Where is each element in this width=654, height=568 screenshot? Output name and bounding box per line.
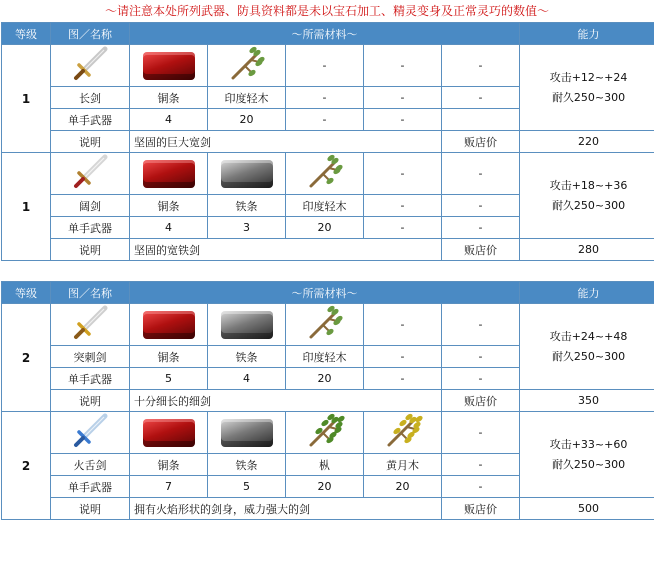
attack-stat: 攻击+18~+36 — [549, 178, 628, 192]
copper-bar-icon — [143, 59, 195, 72]
weapon-type: 单手武器 — [51, 368, 130, 390]
material-icon-cell: - — [364, 153, 442, 195]
durability-stat: 耐久250~300 — [551, 457, 626, 471]
desc-label: 说明 — [51, 131, 130, 153]
material-icon-cell: - — [442, 45, 520, 87]
weapon-name: 长剑 — [51, 87, 130, 109]
iron-bar-icon — [221, 167, 273, 180]
weapon-type: 单手武器 — [51, 217, 130, 239]
flame-sword-icon — [71, 412, 109, 453]
durability-stat: 耐久250~300 — [551, 198, 626, 212]
price-label: 贩店价 — [442, 239, 520, 261]
material-name: 铁条 — [208, 454, 286, 476]
material-icon-cell — [286, 304, 364, 346]
material-name: - — [364, 346, 442, 368]
material-icon-cell — [208, 45, 286, 87]
durability-stat: 耐久250~300 — [551, 90, 626, 104]
material-count: 5 — [208, 476, 286, 498]
material-count: 5 — [130, 368, 208, 390]
fir-wood-icon — [305, 426, 345, 439]
material-count: 20 — [364, 476, 442, 498]
price-label: 贩店价 — [442, 498, 520, 520]
material-count: 4 — [130, 217, 208, 239]
weapon-level: 1 — [2, 153, 51, 261]
weapon-type: 单手武器 — [51, 476, 130, 498]
copper-bar-icon — [143, 167, 195, 180]
weapon-type: 单手武器 — [51, 109, 130, 131]
material-count: 20 — [286, 217, 364, 239]
price-label: 贩店价 — [442, 390, 520, 412]
copper-bar-icon — [143, 318, 195, 331]
material-count: 7 — [130, 476, 208, 498]
weapon-name: 阔剑 — [51, 195, 130, 217]
material-count: 4 — [130, 109, 208, 131]
weapon-description: 十分细长的细剑 — [130, 390, 442, 412]
indian-lightwood-icon — [227, 59, 267, 72]
shop-price: 220 — [520, 131, 654, 153]
material-name: - — [364, 87, 442, 109]
desc-label: 说明 — [51, 239, 130, 261]
weapon-icon-cell — [51, 45, 130, 87]
material-icon-cell — [130, 153, 208, 195]
material-name: 印度轻木 — [208, 87, 286, 109]
ability-cell — [520, 304, 654, 390]
weapon-description: 坚固的宽铁剑 — [130, 239, 442, 261]
weapon-description: 坚固的巨大宽剑 — [130, 131, 442, 153]
ability-cell — [520, 45, 654, 131]
header-figure-name: 图／名称 — [51, 23, 130, 45]
indian-lightwood-icon — [305, 318, 345, 331]
desc-label: 说明 — [51, 390, 130, 412]
weapon-table — [1, 22, 654, 261]
weapon-level: 2 — [2, 304, 51, 412]
material-count: - — [442, 476, 520, 498]
material-icon-cell — [364, 412, 442, 454]
material-name: - — [286, 87, 364, 109]
material-name: 印度轻木 — [286, 346, 364, 368]
notice-text: ～请注意本处所列武器、防具资料都是未以宝石加工、精灵变身及正常灵巧的数值～ — [104, 4, 549, 18]
material-name: - — [442, 195, 520, 217]
material-name: 印度轻木 — [286, 195, 364, 217]
weapon-icon-cell — [51, 304, 130, 346]
material-name: - — [442, 87, 520, 109]
attack-stat: 攻击+12~+24 — [549, 70, 628, 84]
material-icon-cell — [130, 45, 208, 87]
weapon-icon-cell — [51, 153, 130, 195]
material-icon-cell — [130, 304, 208, 346]
material-count: 3 — [208, 217, 286, 239]
iron-bar-icon — [221, 318, 273, 331]
material-icon-cell: - — [364, 45, 442, 87]
shop-price: 280 — [520, 239, 654, 261]
material-name: - — [442, 346, 520, 368]
material-name: 铜条 — [130, 195, 208, 217]
material-count: - — [442, 217, 520, 239]
material-icon-cell: - — [442, 304, 520, 346]
material-icon-cell — [130, 412, 208, 454]
desc-label: 说明 — [51, 498, 130, 520]
ability-cell — [520, 412, 654, 498]
weapon-tables — [0, 22, 654, 520]
yellow-moonwood-icon — [383, 426, 423, 439]
attack-stat: 攻击+24~+48 — [549, 329, 628, 343]
material-icon-cell: - — [286, 45, 364, 87]
weapon-description: 拥有火焰形状的剑身，威力强大的剑 — [130, 498, 442, 520]
material-count: 4 — [208, 368, 286, 390]
material-name: 黄月木 — [364, 454, 442, 476]
material-count: - — [364, 368, 442, 390]
material-icon-cell — [208, 304, 286, 346]
material-count: - — [364, 109, 442, 131]
material-count: - — [364, 217, 442, 239]
long-sword-icon — [71, 45, 109, 86]
material-count: 20 — [286, 368, 364, 390]
header-ability: 能力 — [520, 23, 654, 45]
material-icon-cell: - — [442, 412, 520, 454]
header-materials: ～所需材料～ — [130, 23, 520, 45]
header-level: 等级 — [2, 23, 51, 45]
material-count: - — [286, 109, 364, 131]
material-name: 铁条 — [208, 346, 286, 368]
material-count — [442, 109, 520, 131]
weapon-level: 1 — [2, 45, 51, 153]
weapon-name: 火舌剑 — [51, 454, 130, 476]
material-count: 20 — [286, 476, 364, 498]
material-icon-cell — [208, 412, 286, 454]
material-count: - — [442, 368, 520, 390]
header-figure-name: 图／名称 — [51, 282, 130, 304]
durability-stat: 耐久250~300 — [551, 349, 626, 363]
price-label: 贩店价 — [442, 131, 520, 153]
weapon-icon-cell — [51, 412, 130, 454]
material-count: 20 — [208, 109, 286, 131]
material-icon-cell — [286, 153, 364, 195]
material-icon-cell: - — [442, 153, 520, 195]
iron-bar-icon — [221, 426, 273, 439]
copper-bar-icon — [143, 426, 195, 439]
broadsword-icon — [71, 153, 109, 194]
ability-cell — [520, 153, 654, 239]
material-name: 铜条 — [130, 87, 208, 109]
material-icon-cell — [208, 153, 286, 195]
material-name: 铜条 — [130, 454, 208, 476]
material-icon-cell: - — [364, 304, 442, 346]
shop-price: 350 — [520, 390, 654, 412]
indian-lightwood-icon — [305, 167, 345, 180]
material-icon-cell — [286, 412, 364, 454]
shop-price: 500 — [520, 498, 654, 520]
material-name: 枞 — [286, 454, 364, 476]
weapon-name: 突刺剑 — [51, 346, 130, 368]
header-materials: ～所需材料～ — [130, 282, 520, 304]
header-ability: 能力 — [520, 282, 654, 304]
weapon-level: 2 — [2, 412, 51, 520]
material-name: 铜条 — [130, 346, 208, 368]
material-name: 铁条 — [208, 195, 286, 217]
attack-stat: 攻击+33~+60 — [549, 437, 628, 451]
material-name: - — [364, 195, 442, 217]
material-name: - — [442, 454, 520, 476]
rapier-icon — [71, 304, 109, 345]
weapon-table — [1, 281, 654, 520]
header-level: 等级 — [2, 282, 51, 304]
